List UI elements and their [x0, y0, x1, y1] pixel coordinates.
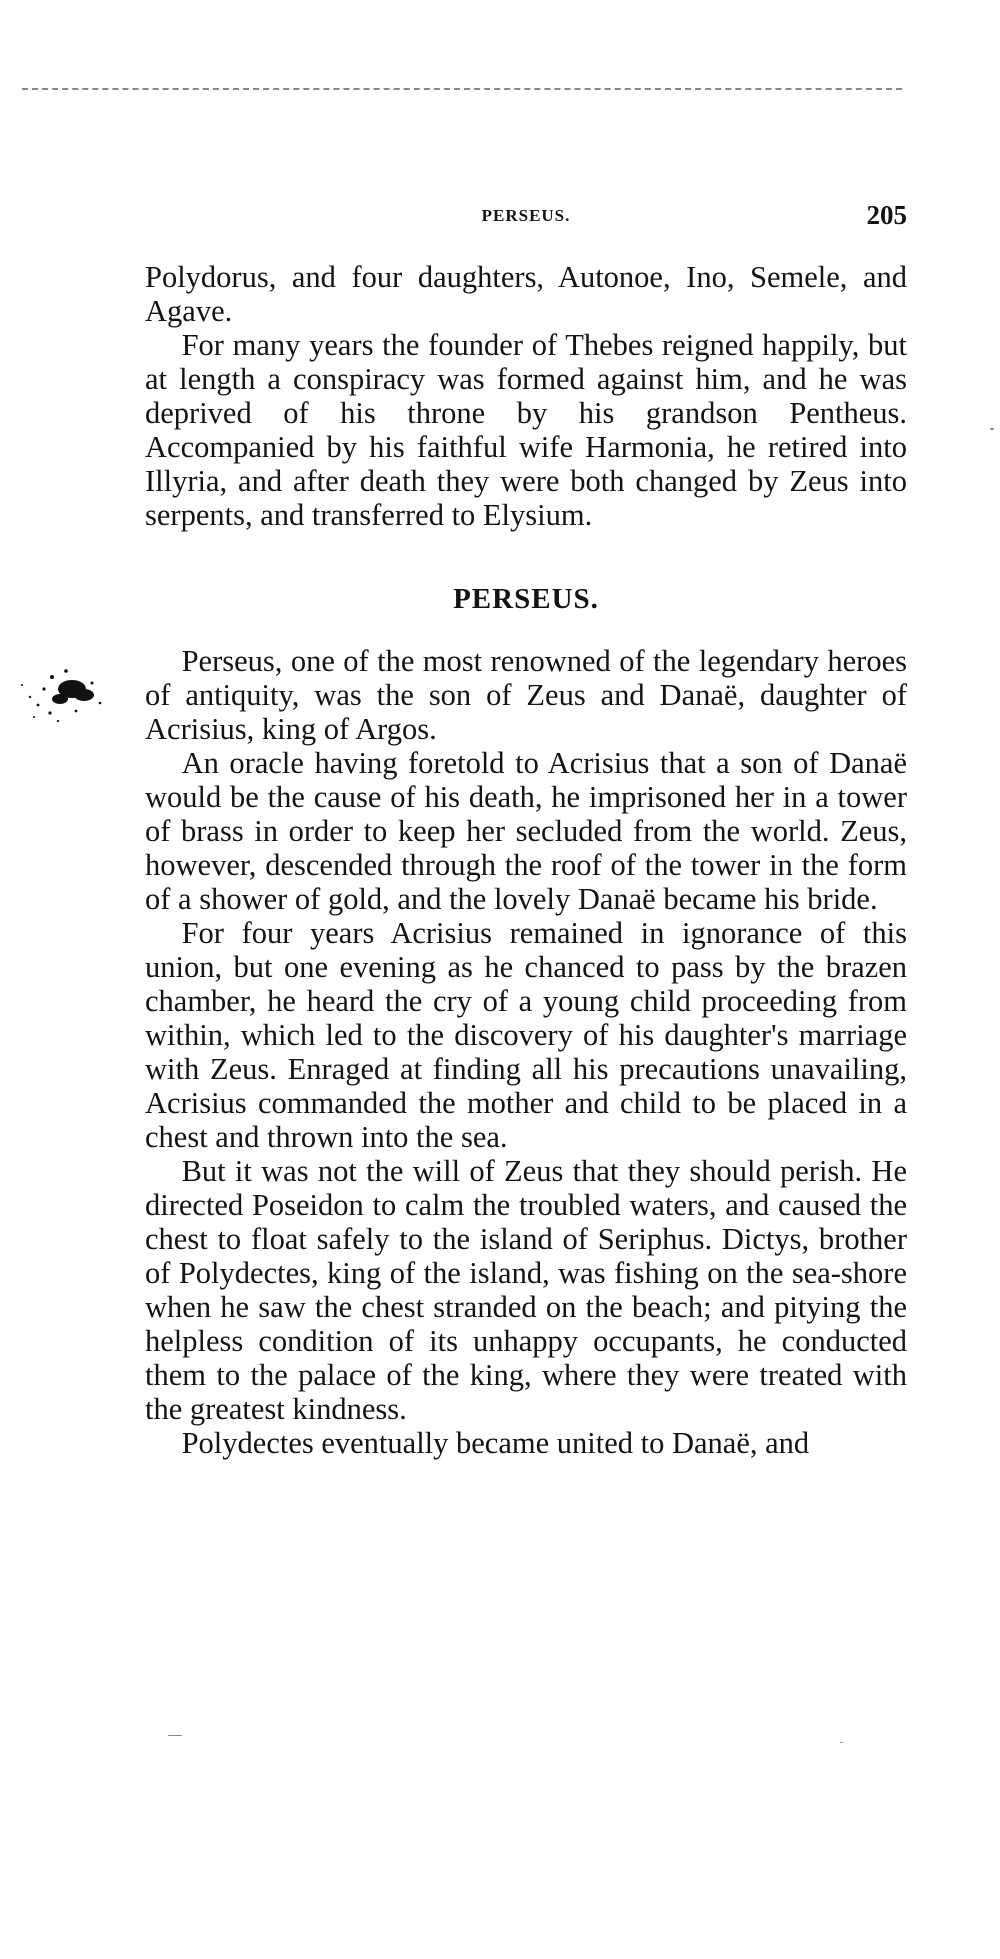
scan-speck: [990, 428, 994, 430]
paragraph-3: Perseus, one of the most renowned of the legendary heroes of antiquity, was the son of Zeus and Danaë, daughter of Acrisius, king of Argos.: [145, 644, 907, 746]
top-scan-rule: [22, 88, 902, 90]
page-body: [145, 260, 907, 1460]
ink-blot-mark: [0, 655, 130, 735]
paragraph-4: An oracle having foretold to Acrisius that a son of Danaë would be the cause of his death, he imprisoned her in a tower of brass in order to keep her secluded from the world. Zeus, however, descended through the roof of the tower in the form of a shower of gold, and the lovely Danaë became his bride.: [145, 746, 907, 916]
paragraph-7: Polydectes eventually became united to Danaë, and: [181, 1426, 810, 1460]
paragraph-2: For many years the founder of Thebes reigned happily, but at length a conspiracy was formed against him, and he was deprived of his throne by his grandson Pentheus. Accompanied by his faithful wife Harmonia, he retired into Illyria, and after death they were both changed by Zeus into serpents, and transferred to Elysium.: [145, 328, 907, 532]
paragraph-5: For four years Acrisius remained in ignorance of this union, but one evening as he chanced to pass by the brazen chamber, he heard the cry of a young child proceeding from within, which led to the discovery of his daughter's marriage with Zeus. Enraged at finding all his precautions unavailing, Acrisius commanded the mother and child to be placed in a chest and thrown into the sea.: [145, 916, 907, 1154]
scan-speck: [840, 1742, 843, 1743]
section-heading: PERSEUS.: [453, 583, 599, 615]
scan-speck: [168, 1735, 182, 1736]
paragraph-1: Polydorus, and four daughters, Autonoe, Ino, Semele, and Agave.: [145, 260, 907, 328]
paragraph-6: But it was not the will of Zeus that they should perish. He directed Poseidon to calm the troubled waters, and caused the chest to float safely to the island of Seriphus. Dictys, brother of Polydectes, king of the island, was fishing on the sea-shore when he saw the chest stranded on the beach; and pitying the helpless condition of its unhappy occupants, he conducted them to the palace of the king, where they were treated with the greatest kindness.: [145, 1154, 907, 1426]
page-number: 205: [866, 200, 907, 230]
running-title: PERSEUS.: [481, 206, 571, 225]
running-head: [145, 200, 907, 240]
